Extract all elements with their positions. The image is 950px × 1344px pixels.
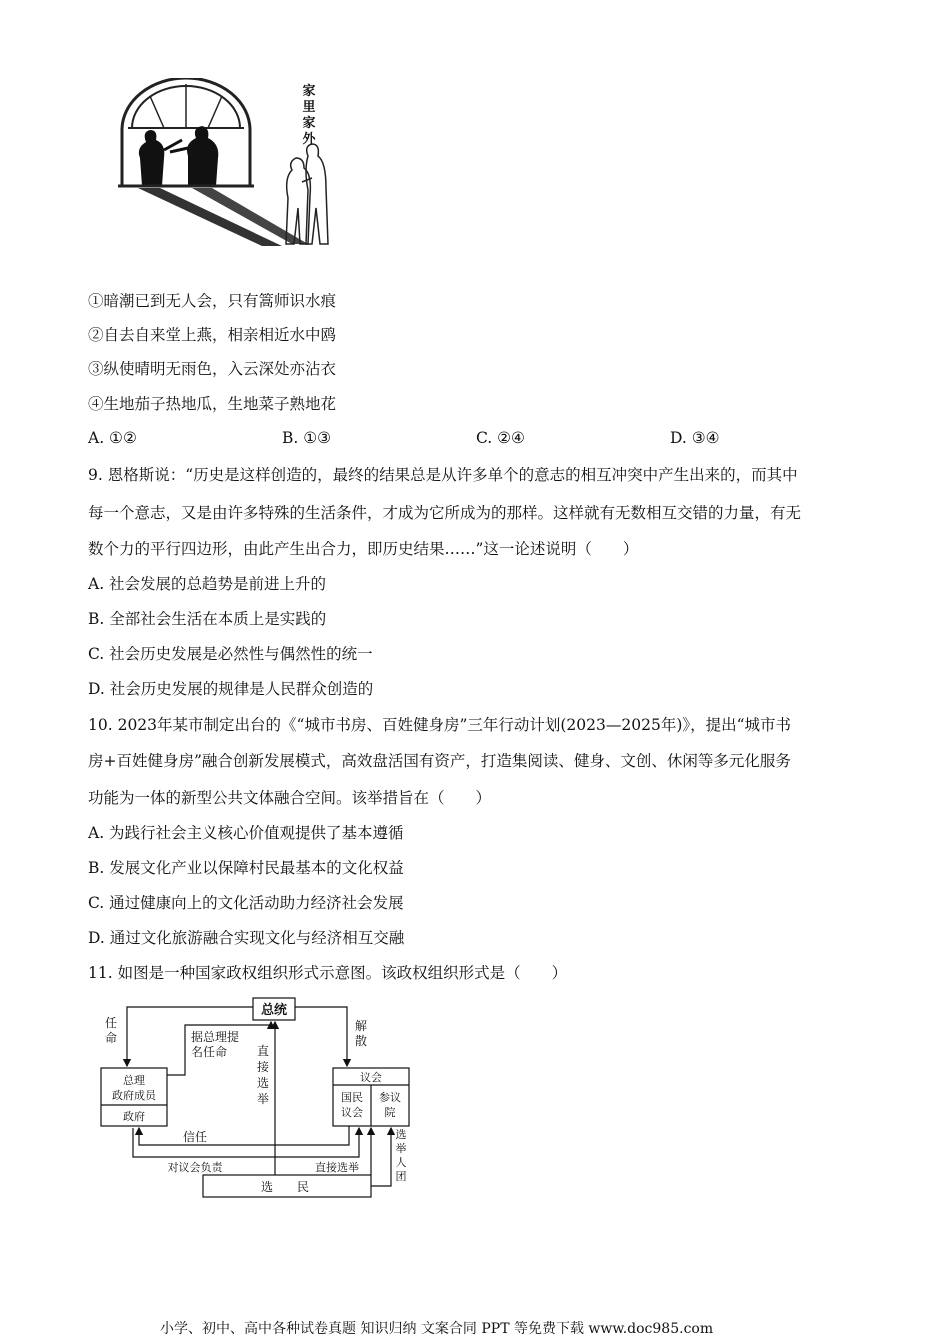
electoral-college-label-4: 团	[395, 1170, 407, 1183]
caption-char: 外	[302, 132, 316, 147]
caption-char: 家	[302, 116, 316, 131]
appoint-label-1: 任	[104, 1016, 118, 1030]
national-assembly-label-2: 议会	[341, 1106, 363, 1119]
gov-top-label-2: 政府成员	[112, 1089, 156, 1102]
q10-option-c[interactable]: C. 通过健康向上的文化活动助力经济社会发展	[88, 894, 404, 912]
senate-label-2: 院	[384, 1106, 396, 1119]
trust-label: 信任	[182, 1130, 208, 1144]
government-structure-diagram	[95, 995, 420, 1200]
q11-stem: 11. 如图是一种国家政权组织形式示意图。该政权组织形式是（ ）	[88, 964, 568, 982]
voters-label: 选 民	[260, 1180, 310, 1194]
electoral-college-label-1: 选	[395, 1128, 407, 1141]
q10-stem-line-2: 房+百姓健身房”融合创新发展模式，高效盘活国有资产，打造集阅读、健身、文创、休闲等多元化服务	[88, 752, 791, 770]
q9-stem-line-2: 每一个意志，又是由许多特殊的生活条件，才成为它所成为的那样。这样就有无数相互交错的力量，有无	[88, 504, 802, 522]
dissolve-label-2: 散	[354, 1034, 368, 1048]
direct-elect-vertical-2: 接	[256, 1060, 270, 1074]
direct-elect-vertical-4: 举	[256, 1092, 270, 1106]
gov-bottom-label: 政府	[123, 1110, 145, 1123]
q9-option-b[interactable]: B. 全部社会生活在本质上是实践的	[88, 610, 327, 628]
caption-char: 里	[302, 100, 316, 115]
responsible-label: 对议会负责	[167, 1161, 223, 1174]
q9-stem-line-3: 数个力的平行四边形，由此产生出合力，即历史结果……”这一论述说明（ ）	[88, 540, 639, 558]
parliament-label: 议会	[360, 1071, 382, 1084]
q8-statement-1: ①暗潮已到无人会，只有篙师识水痕	[88, 292, 337, 310]
cartoon-illustration	[112, 78, 352, 250]
dissolve-label-1: 解	[354, 1019, 368, 1033]
q8-option-d[interactable]: D. ③④	[670, 429, 720, 447]
q9-option-a[interactable]: A. 社会发展的总趋势是前进上升的	[88, 575, 327, 593]
q8-statement-2: ②自去自来堂上燕，相亲相近水中鸥	[88, 326, 337, 344]
direct-elect-vertical-1: 直	[256, 1044, 270, 1058]
q10-option-a[interactable]: A. 为践行社会主义核心价值观提供了基本遵循	[88, 824, 404, 842]
page-footer: 小学、初中、高中各种试卷真题 知识归纳 文案合同 PPT 等免费下载 www.doc985.com	[160, 1321, 714, 1337]
national-assembly-label-1: 国民	[341, 1091, 363, 1104]
senate-label-1: 参议	[379, 1091, 401, 1104]
q8-option-b[interactable]: B. ①③	[282, 429, 332, 447]
q10-stem-line-1: 10. 2023年某市制定出台的《“城市书房、百姓健身房”三年行动计划(2023—2025年)》，提出“城市书	[88, 716, 792, 734]
q10-option-b[interactable]: B. 发展文化产业以保障村民最基本的文化权益	[88, 859, 404, 877]
q8-option-c[interactable]: C. ②④	[476, 429, 525, 447]
q10-stem-line-3: 功能为一体的新型公共文体融合空间。该举措旨在（ ）	[88, 789, 492, 807]
q8-statement-3: ③纵使晴明无雨色，入云深处亦沾衣	[88, 360, 337, 378]
direct-elect-label: 直接选举	[315, 1161, 359, 1174]
q8-option-a[interactable]: A. ①②	[88, 429, 137, 447]
nominate-label-1: 据总理提	[191, 1030, 240, 1044]
gov-top-label-1: 总理	[123, 1074, 145, 1087]
cartoon-caption	[300, 84, 318, 148]
electoral-college-label-2: 举	[395, 1142, 407, 1155]
q10-option-d[interactable]: D. 通过文化旅游融合实现文化与经济相互交融	[88, 929, 405, 947]
caption-char: 家	[302, 84, 316, 99]
q8-statement-4: ④生地茄子热地瓜，生地菜子熟地花	[88, 395, 337, 413]
appoint-label-2: 命	[104, 1031, 118, 1045]
q9-option-d[interactable]: D. 社会历史发展的规律是人民群众创造的	[88, 680, 374, 698]
q9-option-c[interactable]: C. 社会历史发展是必然性与偶然性的统一	[88, 645, 373, 663]
president-label: 总统	[260, 1003, 288, 1018]
q9-stem-line-1: 9. 恩格斯说：“历史是这样创造的，最终的结果总是从许多单个的意志的相互冲突中产生出来的，而其中	[88, 466, 798, 484]
direct-elect-vertical-3: 选	[256, 1076, 270, 1090]
electoral-college-label-3: 人	[395, 1156, 407, 1169]
nominate-label-2: 名任命	[191, 1045, 228, 1059]
